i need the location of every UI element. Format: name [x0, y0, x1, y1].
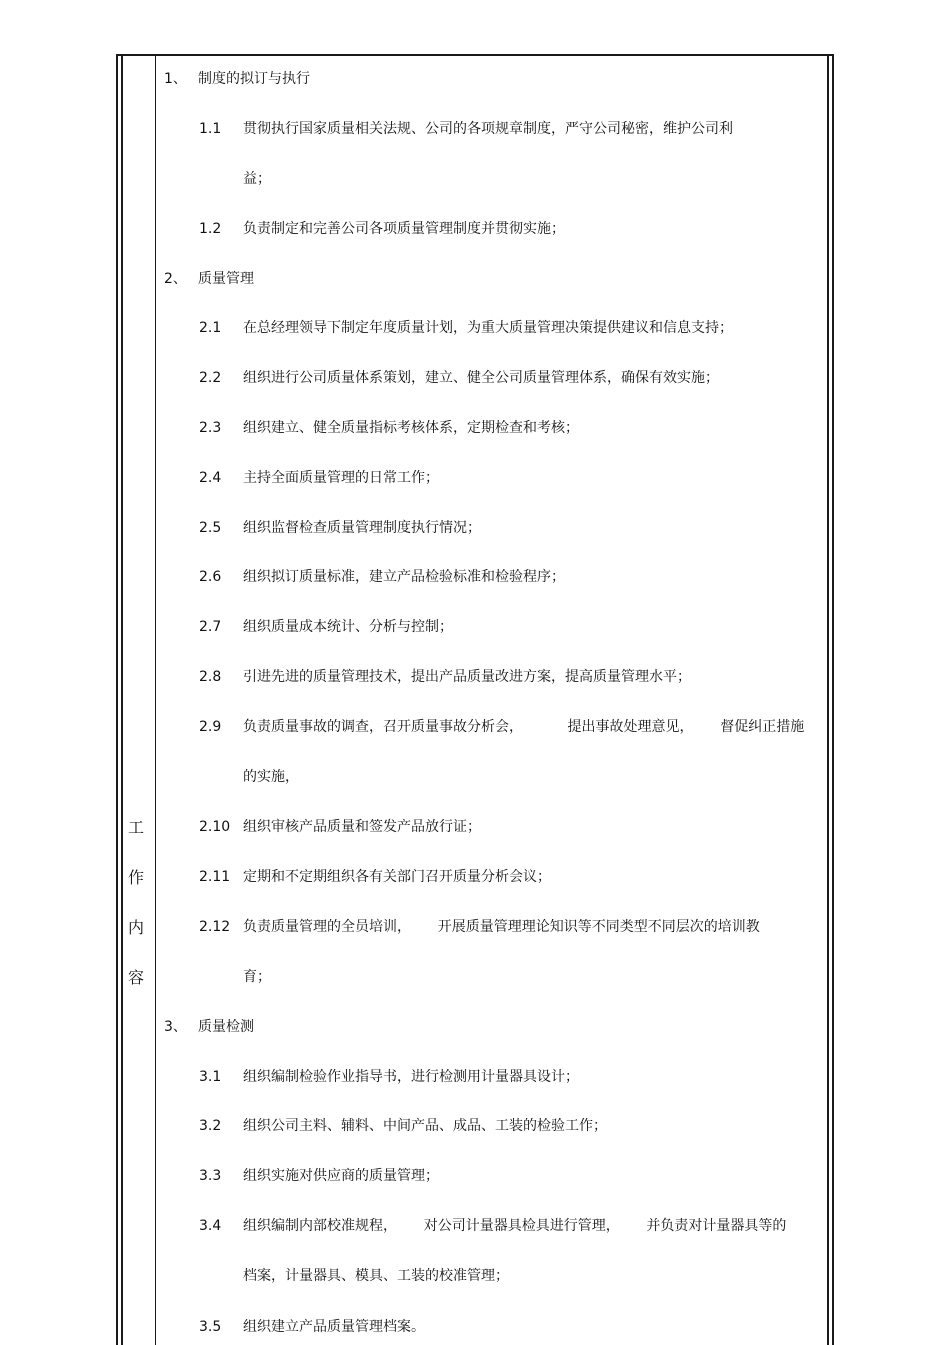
- section-number: 3、: [164, 1019, 187, 1035]
- item-number: 3.3: [199, 1168, 222, 1184]
- section-title: 质量管理: [198, 271, 254, 287]
- side-label-char: 作: [127, 868, 144, 887]
- item-text: 组织进行公司质量体系策划，建立、健全公司质量管理体系，确保有效实施；: [243, 370, 719, 386]
- item-text: 组织建立产品质量管理档案。: [243, 1319, 425, 1335]
- item-number: 2.7: [199, 619, 222, 635]
- item-text: 组织拟订质量标准，建立产品检验标准和检验程序；: [243, 569, 565, 585]
- item-text: 组织实施对供应商的质量管理；: [243, 1168, 439, 1184]
- item-text: 引进先进的质量管理技术，提出产品质量改进方案，提高质量管理水平；: [243, 669, 691, 685]
- item-number: 3.1: [199, 1069, 222, 1085]
- item-text: 负责制定和完善公司各项质量管理制度并贯彻实施；: [243, 221, 565, 237]
- section-title: 质量检测: [198, 1019, 254, 1035]
- item-text: 负责质量事故的调查，召开质量事故分析会， 提出事故处理意见， 督促纠正措施: [243, 719, 805, 735]
- item-number: 2.5: [199, 520, 222, 536]
- item-text: 组织监督检查质量管理制度执行情况；: [243, 520, 481, 536]
- item-text: 组织公司主料、辅料、中间产品、成品、工装的检验工作；: [243, 1118, 607, 1134]
- item-text-continuation: 的实施，: [243, 769, 299, 785]
- item-number: 1.2: [199, 221, 222, 237]
- section-number: 1、: [164, 71, 187, 87]
- item-number: 1.1: [199, 121, 222, 137]
- table-left-inner-border: [121, 54, 123, 1345]
- item-text-continuation: 育；: [243, 969, 271, 985]
- item-number: 2.10: [199, 819, 231, 835]
- item-number: 2.9: [199, 719, 222, 735]
- item-number: 2.1: [199, 320, 222, 336]
- item-text: 在总经理领导下制定年度质量计划，为重大质量管理决策提供建议和信息支持；: [243, 320, 733, 336]
- item-number: 2.3: [199, 420, 222, 436]
- item-text: 组织建立、健全质量指标考核体系，定期检查和考核；: [243, 420, 579, 436]
- item-text: 定期和不定期组织各有关部门召开质量分析会议；: [243, 869, 551, 885]
- side-label-char: 容: [127, 968, 144, 987]
- item-number: 2.8: [199, 669, 222, 685]
- item-text-continuation: 益；: [243, 171, 271, 187]
- section-number: 2、: [164, 271, 187, 287]
- table-top-border: [116, 54, 834, 56]
- table-column-divider: [155, 54, 156, 1345]
- item-number: 2.6: [199, 569, 222, 585]
- side-label-char: 内: [127, 918, 144, 937]
- item-text: 负责质量管理的全员培训， 开展质量管理理论知识等不同类型不同层次的培训教: [243, 919, 760, 935]
- item-number: 2.12: [199, 919, 231, 935]
- table-right-inner-border: [827, 54, 829, 1345]
- item-number: 3.2: [199, 1118, 222, 1134]
- item-text: 主持全面质量管理的日常工作；: [243, 470, 439, 486]
- item-text-continuation: 档案，计量器具、模具、工装的校准管理；: [243, 1268, 509, 1284]
- item-text: 组织编制内部校准规程， 对公司计量器具检具进行管理， 并负责对计量器具等的: [243, 1218, 787, 1234]
- item-number: 2.11: [199, 869, 231, 885]
- item-number: 2.2: [199, 370, 222, 386]
- item-text: 组织编制检验作业指导书，进行检测用计量器具设计；: [243, 1069, 579, 1085]
- item-text: 组织审核产品质量和签发产品放行证；: [243, 819, 481, 835]
- item-number: 2.4: [199, 470, 222, 486]
- item-text: 组织质量成本统计、分析与控制；: [243, 619, 453, 635]
- side-label-char: 工: [127, 818, 144, 837]
- table-right-outer-border: [832, 54, 834, 1345]
- item-text: 贯彻执行国家质量相关法规、公司的各项规章制度，严守公司秘密，维护公司利: [243, 121, 733, 137]
- item-number: 3.4: [199, 1218, 222, 1234]
- item-number: 3.5: [199, 1319, 222, 1335]
- section-title: 制度的拟订与执行: [198, 71, 310, 87]
- table-left-outer-border: [116, 54, 118, 1345]
